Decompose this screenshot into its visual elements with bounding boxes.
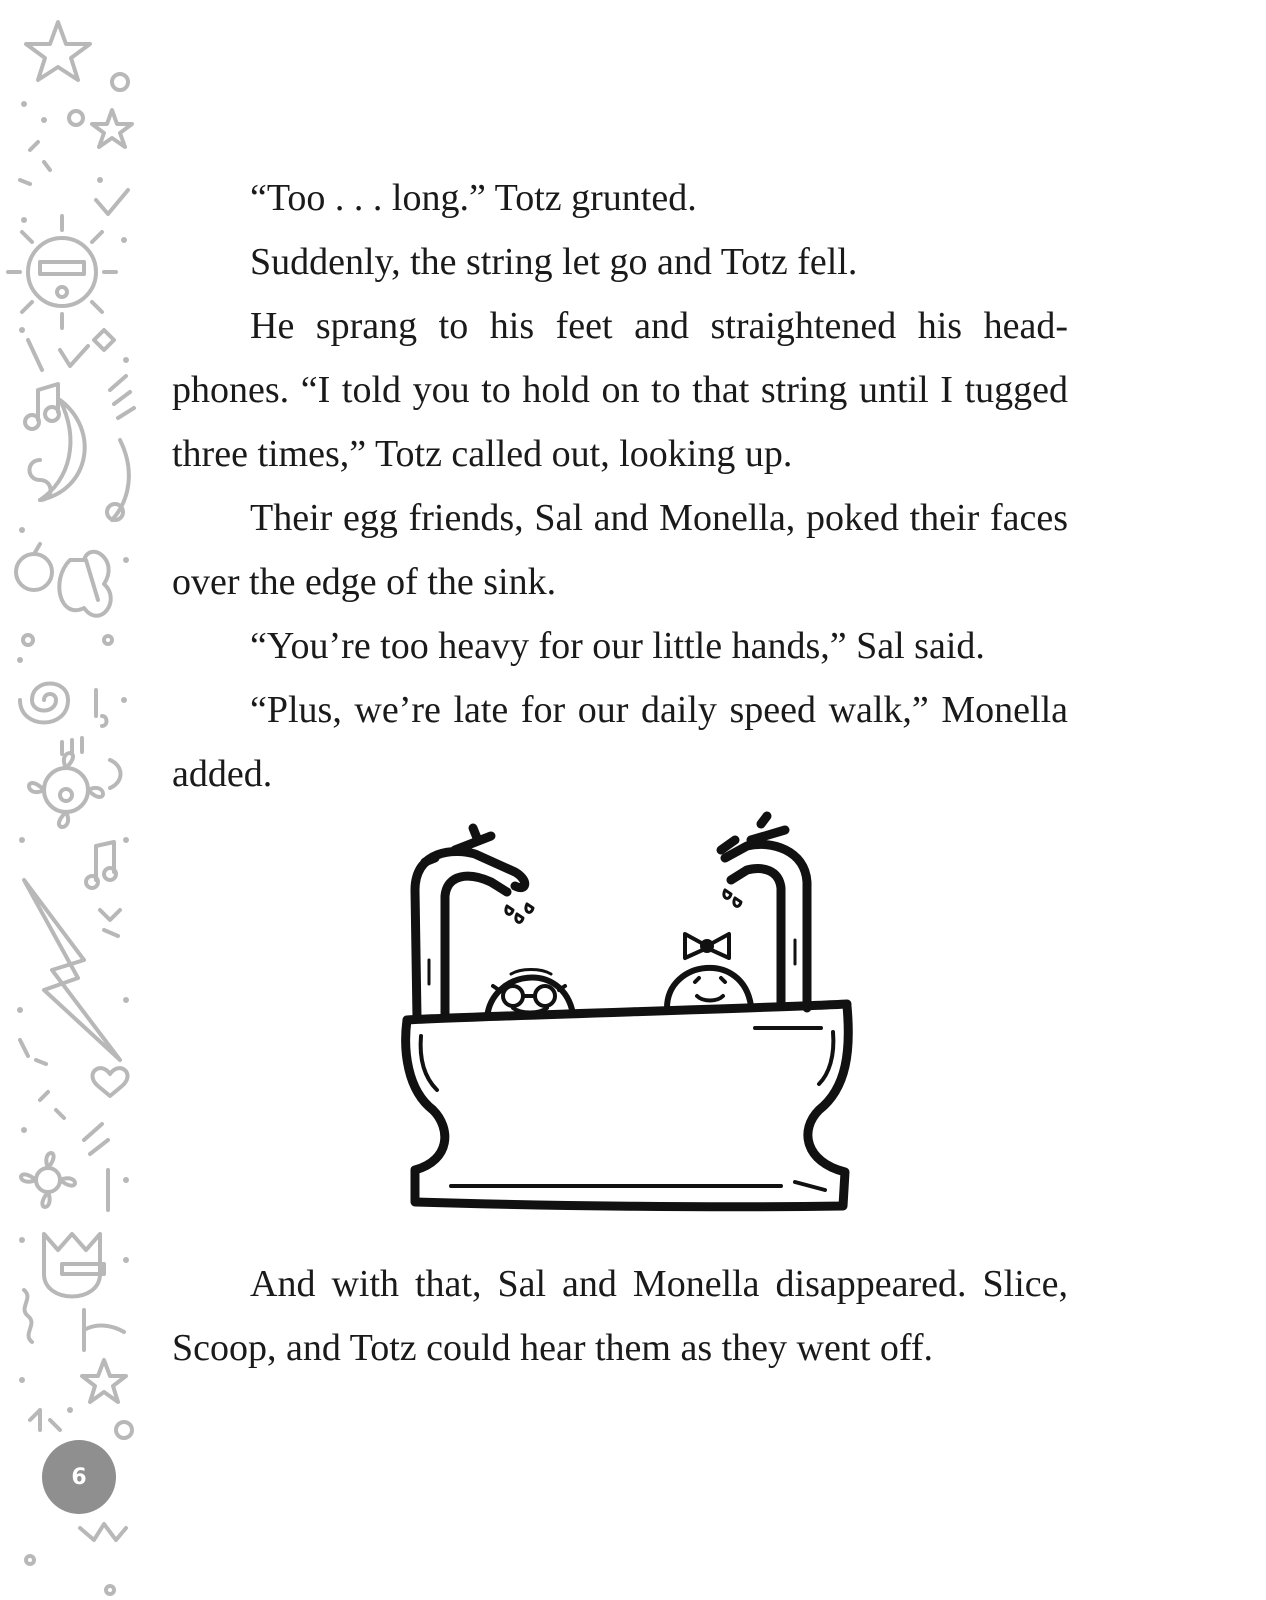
star-doodle [26, 22, 90, 80]
star-doodle [92, 110, 132, 147]
water-drops [506, 904, 533, 922]
paragraph: “Plus, we’re late for our daily speed walk,” Monella added. [172, 689, 1068, 795]
flower-doodle [36, 1168, 60, 1192]
paragraph: Suddenly, the string let go and Totz fell. [250, 241, 858, 283]
heart-doodle [93, 1068, 128, 1096]
body-text-top [172, 166, 1068, 806]
sink-illustration [395, 810, 865, 1230]
music-note-doodle [38, 384, 58, 420]
apple-doodle [16, 554, 52, 590]
paragraph: He sprang to his feet and straightened his headphones. “I told you to hold on to that string until I tugged three times,” Totz called out, looking up. [172, 305, 1068, 475]
margin-doodle-border [0, 0, 140, 1600]
paragraph: And with that, Sal and Monella disappeared. Slice, Scoop, and Totz could hear them as they went off. [172, 1263, 1068, 1369]
star-doodle [82, 1360, 126, 1402]
paragraph: “You’re too heavy for our little hands,” Sal said. [250, 625, 985, 667]
paragraph: Their egg friends, Sal and Monella, poked their faces over the edge of the sink. [172, 497, 1068, 603]
sink-basin [406, 1004, 849, 1207]
spiral-doodle [20, 684, 68, 723]
lightning-doodle [24, 880, 120, 1060]
paragraph: “Too . . . long.” Totz grunted. [250, 177, 697, 219]
page-number: 6 [42, 1440, 116, 1514]
body-text-bottom [172, 1252, 1068, 1380]
